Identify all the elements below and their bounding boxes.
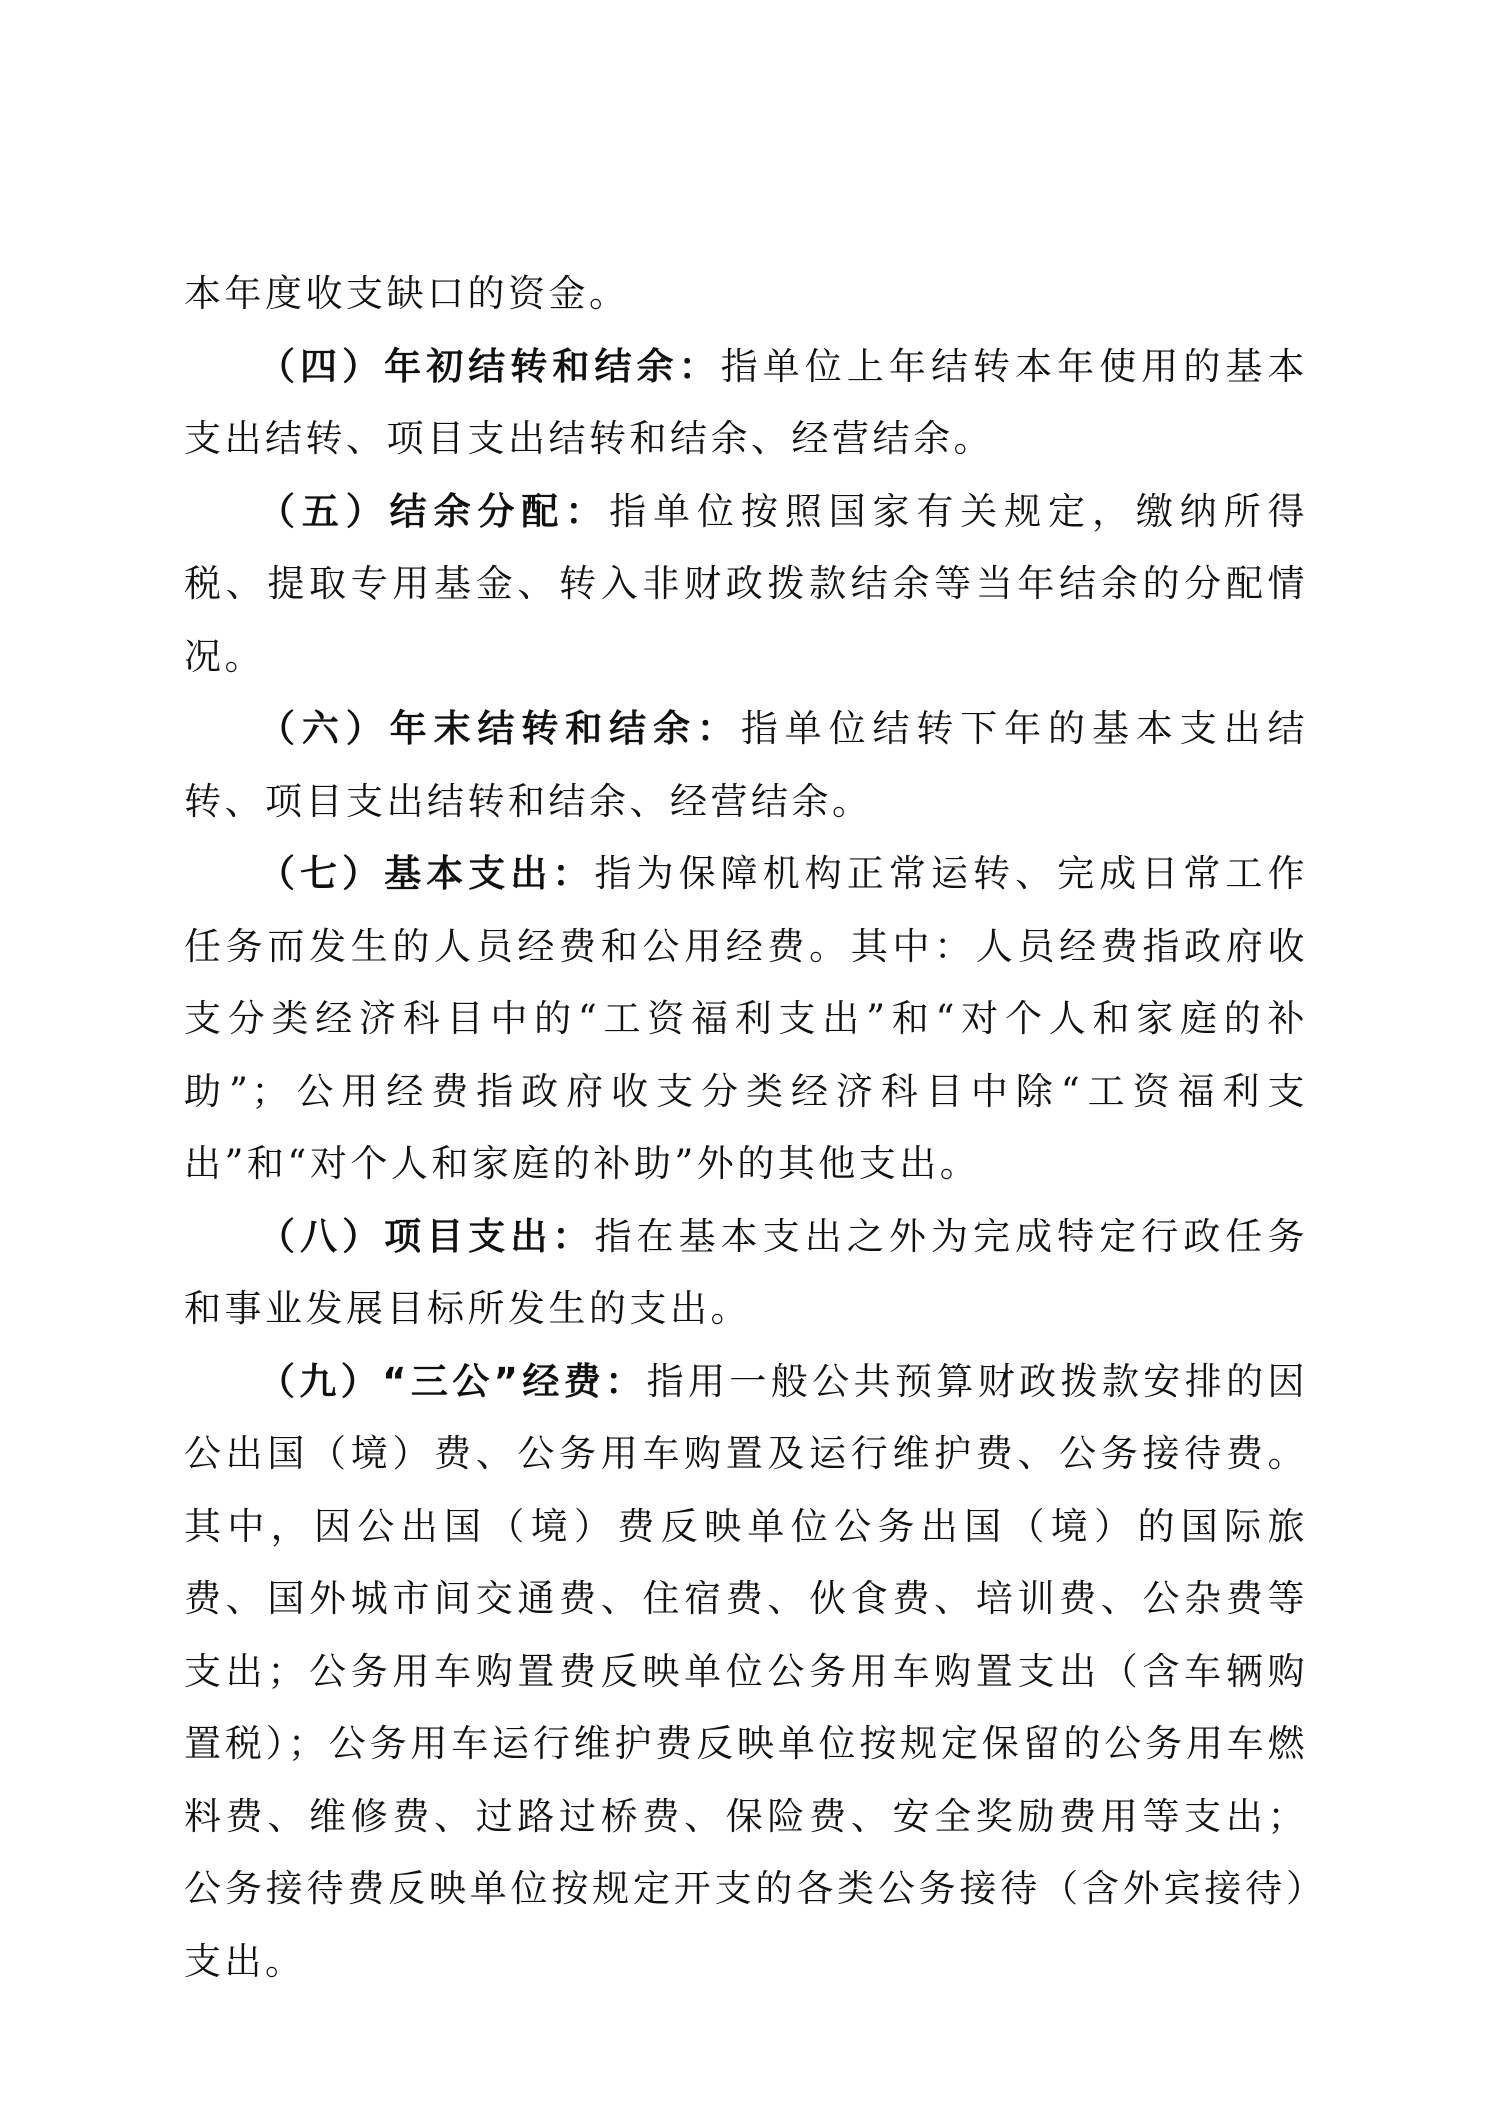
paragraph-text: 本年度收支缺口的资金。	[184, 272, 630, 315]
paragraph-year-start-carryover	[184, 331, 1308, 476]
paragraph-project-expenditure	[184, 1201, 1308, 1346]
document-body	[184, 258, 1308, 1998]
paragraph-text: 指在基本支出之外为完成特定行政任务和事业发展目标所发生的支出。	[184, 1214, 1308, 1330]
paragraph-basic-expenditure	[184, 838, 1308, 1201]
paragraph-text: 指单位结转下年的基本支出结转、项目支出结转和结余、经营结余。	[184, 707, 1309, 823]
paragraph-text: 指单位上年结转本年使用的基本支出结转、项目支出结转和结余、经营结余。	[184, 344, 1308, 460]
term-heading: （八）项目支出：	[258, 1214, 595, 1258]
paragraph-text: 指用一般公共预算财政拨款安排的因公出国（境）费、公务用车购置及运行维护费、公务接待费。其中，因公出国（境）费反映单位公务出国（境）的国际旅费、国外城市间交通费、住宿费、伙食费、培训费、公杂费等支出；公务用车购置费反映单位公务用车购置支出（含车辆购置税）；公务用车运行维护费反映单位按规定保留的公务用车燃料费、维修费、过路过桥费、保险费、安全奖励费用等支出；公务接待费反映单位按规定开支的各类公务接待（含外宾接待）支出。	[184, 1359, 1308, 1983]
paragraph-text: 指为保障机构正常运转、完成日常工作任务而发生的人员经费和公用经费。其中：人员经费指政府收支分类经济科目中的“工资福利支出”和“对个人和家庭的补助”；公用经费指政府收支分类经济科目中除“工资福利支出”和“对个人和家庭的补助”外的其他支出。	[184, 852, 1308, 1185]
term-heading: （六）年末结转和结余：	[258, 707, 741, 750]
paragraph-three-public-expenses	[184, 1346, 1308, 1999]
paragraph-continuation	[184, 258, 1308, 331]
paragraph-text: 指单位按照国家有关规定，缴纳所得税、提取专用基金、转入非财政拨款结余等当年结余的分配情况。	[184, 489, 1309, 678]
paragraph-year-end-carryover	[184, 693, 1308, 838]
term-heading: （五）结余分配：	[258, 489, 610, 533]
term-heading: （四）年初结转和结余：	[258, 344, 721, 388]
paragraph-surplus-distribution	[184, 476, 1308, 694]
term-heading: （九）“三公”经费：	[258, 1359, 647, 1403]
term-heading: （七）基本支出：	[258, 852, 595, 895]
